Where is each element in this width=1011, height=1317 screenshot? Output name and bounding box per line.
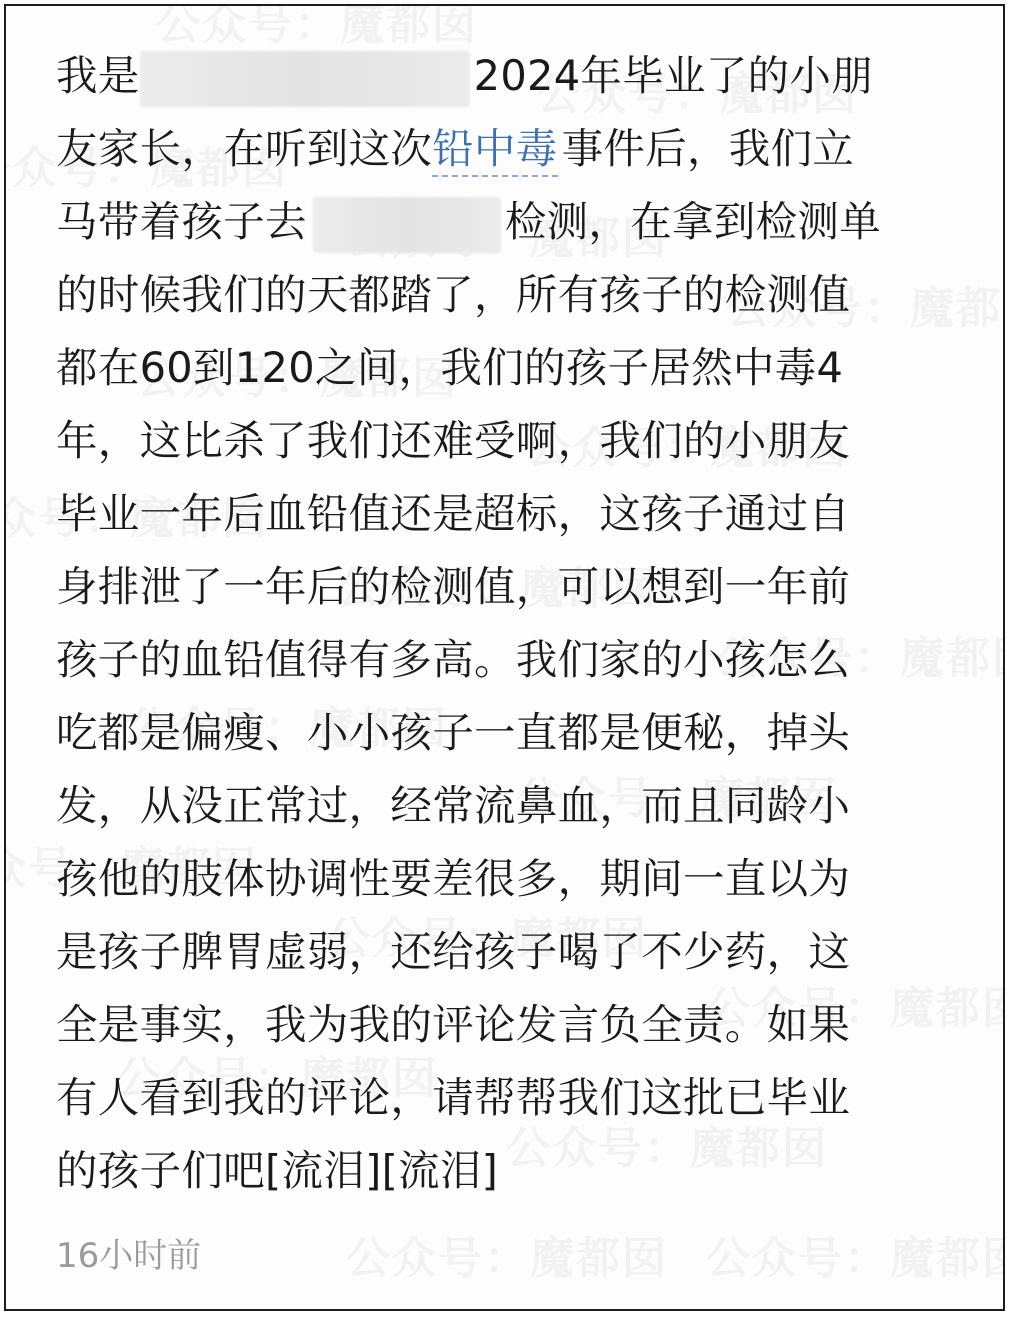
comment-line: 年，这比杀了我们还难受啊，我们的小朋友 (56, 416, 851, 465)
comment-text (56, 39, 976, 1207)
comment-line: 孩他的肢体协调性要差很多，期间一直以为 (56, 854, 851, 903)
keyword-link[interactable]: 铅中毒 (432, 124, 557, 177)
watermark (706, 1222, 1005, 1286)
comment-line: 有人看到我的评论，请帮帮我们这批已毕业 (56, 1073, 851, 1122)
comment-text-segment: 2024年毕业了的小朋 (473, 51, 874, 100)
comment-text-segment: 友家长，在听到这次 (56, 124, 433, 173)
comment-line: 发，从没正常过，经常流鼻血，而且同龄小 (56, 781, 851, 830)
comment-line: 都在60到120之间，我们的孩子居然中毒4 (56, 343, 844, 392)
comment-text-segment: 我是 (56, 51, 140, 100)
comment-line: 身排泄了一年后的检测值，可以想到一年前 (56, 562, 851, 611)
comment-line: 全是事实，我为我的评论发言负全责。如果 (56, 1000, 851, 1049)
comment-card (4, 4, 1005, 1311)
comment-line: 的孩子们吧[流泪][流泪] (56, 1146, 499, 1195)
redacted-blur (313, 197, 501, 253)
comment-line (56, 112, 976, 185)
comment-line (56, 39, 976, 112)
redacted-blur (140, 51, 470, 107)
comment-text-segment: 事件后，我们立 (561, 124, 855, 173)
comment-line: 毕业一年后血铅值还是超标，这孩子通过自 (56, 489, 851, 538)
comment-timestamp: 16小时前 (56, 1236, 202, 1276)
comment-line: 的时候我们的天都踏了，所有孩子的检测值 (56, 270, 851, 319)
comment-line: 孩子的血铅值得有多高。我们家的小孩怎么 (56, 635, 851, 684)
comment-text-segment: 检测，在拿到检测单 (504, 197, 882, 246)
watermark (346, 1222, 668, 1286)
comment-line: 吃都是偏瘦、小小孩子一直都是便秘，掉头 (56, 708, 851, 757)
comment-text-segment: 马带着孩子去 (56, 197, 307, 246)
comment-line (56, 185, 976, 258)
comment-line: 是孩子脾胃虚弱，还给孩子喝了不少药，这 (56, 927, 851, 976)
